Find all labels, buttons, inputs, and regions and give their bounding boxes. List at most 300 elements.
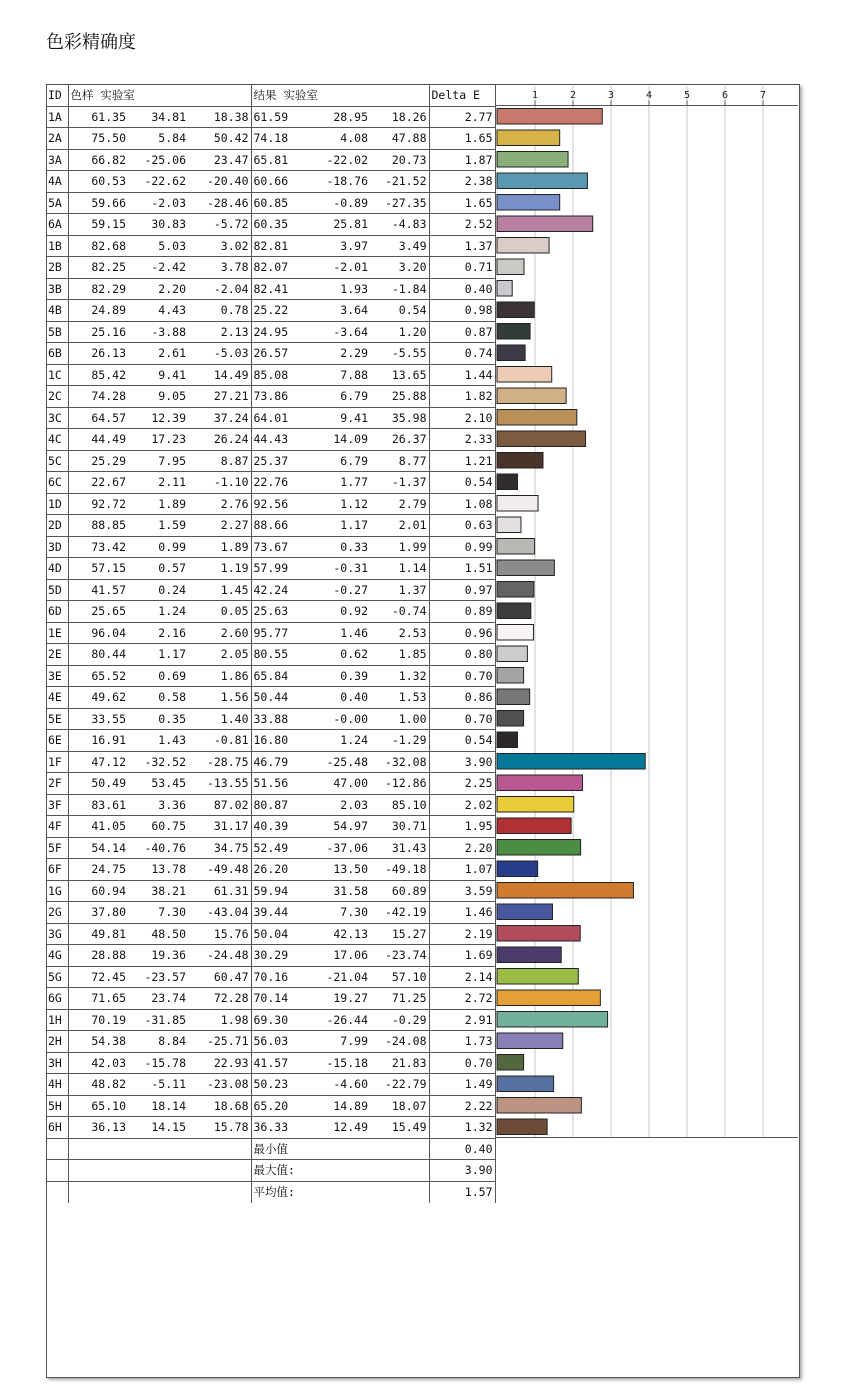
bar (497, 840, 581, 856)
result-l: 73.67 (251, 536, 306, 558)
delta-e-value: 2.14 (429, 966, 495, 988)
result-l: 52.49 (251, 837, 306, 859)
delta-e-value: 2.25 (429, 773, 495, 795)
row-id: 2G (46, 902, 68, 924)
bar (497, 517, 521, 533)
sample-a: 2.20 (128, 278, 188, 300)
result-a: -0.00 (306, 708, 370, 730)
result-a: 1.12 (306, 493, 370, 515)
sample-b: 15.76 (188, 923, 251, 945)
result-a: 4.08 (306, 128, 370, 150)
result-a: -4.60 (306, 1074, 370, 1096)
result-l: 25.63 (251, 601, 306, 623)
result-l: 40.39 (251, 816, 306, 838)
delta-e-value: 0.86 (429, 687, 495, 709)
result-a: 47.00 (306, 773, 370, 795)
sample-a: 0.57 (128, 558, 188, 580)
result-b: 57.10 (370, 966, 429, 988)
sample-b: 72.28 (188, 988, 251, 1010)
table-row (46, 794, 495, 816)
sample-b: 3.02 (188, 235, 251, 257)
delta-e-value: 0.97 (429, 579, 495, 601)
summary-label: 平均值: (251, 1181, 429, 1203)
result-a: -2.01 (306, 257, 370, 279)
sample-l: 24.89 (68, 300, 128, 322)
delta-e-value: 0.71 (429, 257, 495, 279)
delta-e-value: 1.21 (429, 450, 495, 472)
bar (497, 1098, 581, 1114)
delta-e-value: 1.95 (429, 816, 495, 838)
row-id: 1B (46, 235, 68, 257)
sample-b: -20.40 (188, 171, 251, 193)
result-b: 15.49 (370, 1117, 429, 1139)
table-row (46, 945, 495, 967)
row-id: 5C (46, 450, 68, 472)
sample-b: 1.45 (188, 579, 251, 601)
bar (497, 926, 580, 942)
sample-a: -31.85 (128, 1009, 188, 1031)
bar (497, 904, 552, 920)
result-b: 15.27 (370, 923, 429, 945)
sample-b: -13.55 (188, 773, 251, 795)
bar (497, 883, 633, 899)
sample-a: 2.16 (128, 622, 188, 644)
sample-b: 2.13 (188, 321, 251, 343)
row-id: 4B (46, 300, 68, 322)
bar (497, 216, 593, 232)
result-l: 56.03 (251, 1031, 306, 1053)
delta-e-value: 0.96 (429, 622, 495, 644)
result-a: 17.06 (306, 945, 370, 967)
result-b: -4.83 (370, 214, 429, 236)
sample-l: 60.53 (68, 171, 128, 193)
result-b: 60.89 (370, 880, 429, 902)
sample-l: 82.25 (68, 257, 128, 279)
page-title: 色彩精确度 (46, 32, 136, 53)
sample-a: 1.24 (128, 601, 188, 623)
sample-a: 23.74 (128, 988, 188, 1010)
result-a: -15.18 (306, 1052, 370, 1074)
delta-e-value: 1.51 (429, 558, 495, 580)
result-b: 13.65 (370, 364, 429, 386)
delta-e-value: 2.38 (429, 171, 495, 193)
bar (497, 689, 530, 705)
summary-value: 3.90 (429, 1160, 495, 1182)
result-b: 21.83 (370, 1052, 429, 1074)
result-a: 14.09 (306, 429, 370, 451)
sample-l: 41.05 (68, 816, 128, 838)
result-a: -22.02 (306, 149, 370, 171)
row-id: 4C (46, 429, 68, 451)
bar (497, 1076, 554, 1092)
delta-e-value: 0.40 (429, 278, 495, 300)
table-row (46, 579, 495, 601)
summary-value: 1.57 (429, 1181, 495, 1203)
sample-b: 1.86 (188, 665, 251, 687)
bar (497, 130, 560, 146)
delta-e-value: 0.98 (429, 300, 495, 322)
result-a: 54.97 (306, 816, 370, 838)
result-b: 18.26 (370, 106, 429, 128)
sample-l: 74.28 (68, 386, 128, 408)
row-id: 1H (46, 1009, 68, 1031)
result-b: 30.71 (370, 816, 429, 838)
sample-l: 57.15 (68, 558, 128, 580)
bar (497, 453, 543, 469)
sample-a: 38.21 (128, 880, 188, 902)
sample-a: -2.03 (128, 192, 188, 214)
sample-l: 42.03 (68, 1052, 128, 1074)
result-l: 26.20 (251, 859, 306, 881)
row-id: 3G (46, 923, 68, 945)
sample-b: -2.04 (188, 278, 251, 300)
sample-b: 87.02 (188, 794, 251, 816)
result-b: 18.07 (370, 1095, 429, 1117)
delta-e-value: 2.02 (429, 794, 495, 816)
table-row (46, 1009, 495, 1031)
bar (497, 367, 552, 383)
table-row (46, 665, 495, 687)
sample-b: 18.38 (188, 106, 251, 128)
sample-a: 5.84 (128, 128, 188, 150)
sample-l: 22.67 (68, 472, 128, 494)
header-result: 结果 实验室 (251, 85, 429, 107)
result-l: 82.41 (251, 278, 306, 300)
sample-l: 83.61 (68, 794, 128, 816)
sample-b: -23.08 (188, 1074, 251, 1096)
table-row (46, 407, 495, 429)
bar (497, 797, 574, 813)
row-id: 5G (46, 966, 68, 988)
delta-e-value: 1.65 (429, 128, 495, 150)
sample-b: -5.03 (188, 343, 251, 365)
sample-l: 50.49 (68, 773, 128, 795)
row-id: 1A (46, 106, 68, 128)
table-row (46, 257, 495, 279)
row-id: 1F (46, 751, 68, 773)
result-b: 1.32 (370, 665, 429, 687)
sample-b: -0.81 (188, 730, 251, 752)
row-id: 5D (46, 579, 68, 601)
result-l: 51.56 (251, 773, 306, 795)
table-row (46, 751, 495, 773)
bar (497, 152, 568, 168)
sample-a: 2.61 (128, 343, 188, 365)
result-b: -0.29 (370, 1009, 429, 1031)
sample-b: 18.68 (188, 1095, 251, 1117)
result-a: 1.17 (306, 515, 370, 537)
sample-b: 1.56 (188, 687, 251, 709)
sample-a: 0.99 (128, 536, 188, 558)
summary-row (46, 1160, 495, 1182)
result-a: -26.44 (306, 1009, 370, 1031)
row-id: 6G (46, 988, 68, 1010)
summary-label: 最小值 (251, 1138, 429, 1160)
delta-e-value: 0.87 (429, 321, 495, 343)
sample-l: 80.44 (68, 644, 128, 666)
table-row (46, 321, 495, 343)
bar (497, 775, 583, 791)
result-l: 50.44 (251, 687, 306, 709)
table-row (46, 644, 495, 666)
sample-b: 1.89 (188, 536, 251, 558)
sample-l: 44.49 (68, 429, 128, 451)
result-l: 25.22 (251, 300, 306, 322)
result-l: 25.37 (251, 450, 306, 472)
row-id: 2C (46, 386, 68, 408)
row-id: 1C (46, 364, 68, 386)
sample-l: 54.38 (68, 1031, 128, 1053)
delta-e-value: 2.10 (429, 407, 495, 429)
sample-a: 53.45 (128, 773, 188, 795)
result-a: 0.33 (306, 536, 370, 558)
sample-a: 4.43 (128, 300, 188, 322)
table-row (46, 1031, 495, 1053)
sample-b: -43.04 (188, 902, 251, 924)
delta-e-value: 0.80 (429, 644, 495, 666)
sample-a: 8.84 (128, 1031, 188, 1053)
row-id: 4A (46, 171, 68, 193)
result-b: 35.98 (370, 407, 429, 429)
bar (497, 947, 561, 963)
bar (497, 281, 512, 297)
result-l: 33.88 (251, 708, 306, 730)
delta-e-value: 3.59 (429, 880, 495, 902)
sample-a: 13.78 (128, 859, 188, 881)
delta-e-value: 1.65 (429, 192, 495, 214)
sample-l: 16.91 (68, 730, 128, 752)
bar (497, 861, 538, 877)
sample-a: 9.05 (128, 386, 188, 408)
result-b: 1.85 (370, 644, 429, 666)
result-b: -23.74 (370, 945, 429, 967)
result-a: 1.77 (306, 472, 370, 494)
sample-a: 1.59 (128, 515, 188, 537)
table-row (46, 687, 495, 709)
bar (497, 990, 600, 1006)
sample-a: 19.36 (128, 945, 188, 967)
result-b: -24.08 (370, 1031, 429, 1053)
result-a: 2.29 (306, 343, 370, 365)
delta-e-value: 1.87 (429, 149, 495, 171)
result-l: 50.04 (251, 923, 306, 945)
sample-b: 2.27 (188, 515, 251, 537)
sample-l: 25.29 (68, 450, 128, 472)
sample-a: 0.69 (128, 665, 188, 687)
summary-empty-sample (68, 1138, 251, 1160)
result-b: -42.19 (370, 902, 429, 924)
delta-e-value: 2.33 (429, 429, 495, 451)
bar (497, 818, 571, 834)
result-l: 60.35 (251, 214, 306, 236)
delta-e-value: 2.52 (429, 214, 495, 236)
row-id: 3D (46, 536, 68, 558)
x-tick-label: 6 (721, 90, 729, 101)
bar (497, 625, 533, 641)
bar (497, 109, 602, 125)
result-a: 14.89 (306, 1095, 370, 1117)
bar (497, 646, 527, 662)
x-tick-label: 2 (569, 90, 577, 101)
sample-b: 50.42 (188, 128, 251, 150)
sample-b: 2.60 (188, 622, 251, 644)
sample-l: 37.80 (68, 902, 128, 924)
sample-a: 60.75 (128, 816, 188, 838)
sample-l: 59.66 (68, 192, 128, 214)
result-b: 2.79 (370, 493, 429, 515)
result-a: 7.88 (306, 364, 370, 386)
sample-a: 17.23 (128, 429, 188, 451)
bar (497, 410, 577, 426)
row-id: 5E (46, 708, 68, 730)
table-row (46, 1095, 495, 1117)
bar (497, 345, 525, 361)
result-l: 59.94 (251, 880, 306, 902)
row-id: 6H (46, 1117, 68, 1139)
row-id: 6A (46, 214, 68, 236)
sample-b: 34.75 (188, 837, 251, 859)
result-b: -21.52 (370, 171, 429, 193)
bar (497, 474, 518, 490)
result-l: 95.77 (251, 622, 306, 644)
table-row (46, 902, 495, 924)
result-l: 65.20 (251, 1095, 306, 1117)
bar (497, 238, 549, 254)
row-id: 3F (46, 794, 68, 816)
delta-e-value: 0.54 (429, 472, 495, 494)
sample-b: 1.98 (188, 1009, 251, 1031)
result-l: 30.29 (251, 945, 306, 967)
summary-row (46, 1138, 495, 1160)
result-b: -1.29 (370, 730, 429, 752)
result-l: 60.85 (251, 192, 306, 214)
result-b: -22.79 (370, 1074, 429, 1096)
sample-a: 2.11 (128, 472, 188, 494)
delta-e-chart (496, 84, 798, 1378)
table-row (46, 450, 495, 472)
row-id: 4G (46, 945, 68, 967)
summary-empty-id (46, 1160, 68, 1182)
result-a: 7.30 (306, 902, 370, 924)
sample-a: 5.03 (128, 235, 188, 257)
sample-b: 1.40 (188, 708, 251, 730)
table-row (46, 880, 495, 902)
sample-a: 18.14 (128, 1095, 188, 1117)
result-l: 92.56 (251, 493, 306, 515)
sample-l: 64.57 (68, 407, 128, 429)
sample-b: 60.47 (188, 966, 251, 988)
result-l: 80.55 (251, 644, 306, 666)
result-l: 36.33 (251, 1117, 306, 1139)
sample-l: 82.29 (68, 278, 128, 300)
sample-l: 48.82 (68, 1074, 128, 1096)
result-b: 2.53 (370, 622, 429, 644)
table-row (46, 837, 495, 859)
row-id: 1E (46, 622, 68, 644)
result-l: 39.44 (251, 902, 306, 924)
result-b: 71.25 (370, 988, 429, 1010)
header-id: ID (46, 85, 68, 107)
result-a: 6.79 (306, 386, 370, 408)
sample-l: 92.72 (68, 493, 128, 515)
row-id: 2D (46, 515, 68, 537)
sample-b: 1.19 (188, 558, 251, 580)
sample-b: 26.24 (188, 429, 251, 451)
sample-a: -15.78 (128, 1052, 188, 1074)
row-id: 1G (46, 880, 68, 902)
summary-value: 0.40 (429, 1138, 495, 1160)
bar (497, 1033, 563, 1049)
sample-a: -23.57 (128, 966, 188, 988)
sample-l: 24.75 (68, 859, 128, 881)
bar (497, 582, 534, 598)
result-l: 22.76 (251, 472, 306, 494)
sample-l: 49.81 (68, 923, 128, 945)
delta-e-value: 0.99 (429, 536, 495, 558)
sample-a: 48.50 (128, 923, 188, 945)
result-a: 28.95 (306, 106, 370, 128)
table-row (46, 493, 495, 515)
sample-b: 31.17 (188, 816, 251, 838)
row-id: 2B (46, 257, 68, 279)
table-row (46, 429, 495, 451)
row-id: 2A (46, 128, 68, 150)
result-a: 25.81 (306, 214, 370, 236)
table-row (46, 1117, 495, 1139)
delta-e-value: 3.90 (429, 751, 495, 773)
table-row (46, 859, 495, 881)
result-l: 16.80 (251, 730, 306, 752)
bar (497, 668, 524, 684)
bar (497, 969, 578, 985)
sample-l: 28.88 (68, 945, 128, 967)
sample-a: 9.41 (128, 364, 188, 386)
bar (497, 603, 531, 619)
sample-l: 59.15 (68, 214, 128, 236)
sample-a: 1.43 (128, 730, 188, 752)
row-id: 4H (46, 1074, 68, 1096)
sample-l: 73.42 (68, 536, 128, 558)
result-l: 70.14 (251, 988, 306, 1010)
result-a: -0.89 (306, 192, 370, 214)
result-a: 2.03 (306, 794, 370, 816)
result-b: 3.49 (370, 235, 429, 257)
sample-a: 12.39 (128, 407, 188, 429)
summary-empty-sample (68, 1181, 251, 1203)
sample-b: -28.46 (188, 192, 251, 214)
sample-l: 71.65 (68, 988, 128, 1010)
sample-b: 15.78 (188, 1117, 251, 1139)
sample-b: 27.21 (188, 386, 251, 408)
bar (497, 302, 534, 318)
sample-b: -1.10 (188, 472, 251, 494)
result-a: 13.50 (306, 859, 370, 881)
sample-a: 0.24 (128, 579, 188, 601)
row-id: 3A (46, 149, 68, 171)
table-row (46, 386, 495, 408)
bar (497, 711, 524, 727)
result-a: 3.64 (306, 300, 370, 322)
table-row (46, 149, 495, 171)
result-a: -3.64 (306, 321, 370, 343)
delta-e-value: 0.89 (429, 601, 495, 623)
row-id: 4F (46, 816, 68, 838)
sample-l: 70.19 (68, 1009, 128, 1031)
x-tick-label: 4 (645, 90, 653, 101)
sample-l: 36.13 (68, 1117, 128, 1139)
sample-a: -3.88 (128, 321, 188, 343)
row-id: 6B (46, 343, 68, 365)
